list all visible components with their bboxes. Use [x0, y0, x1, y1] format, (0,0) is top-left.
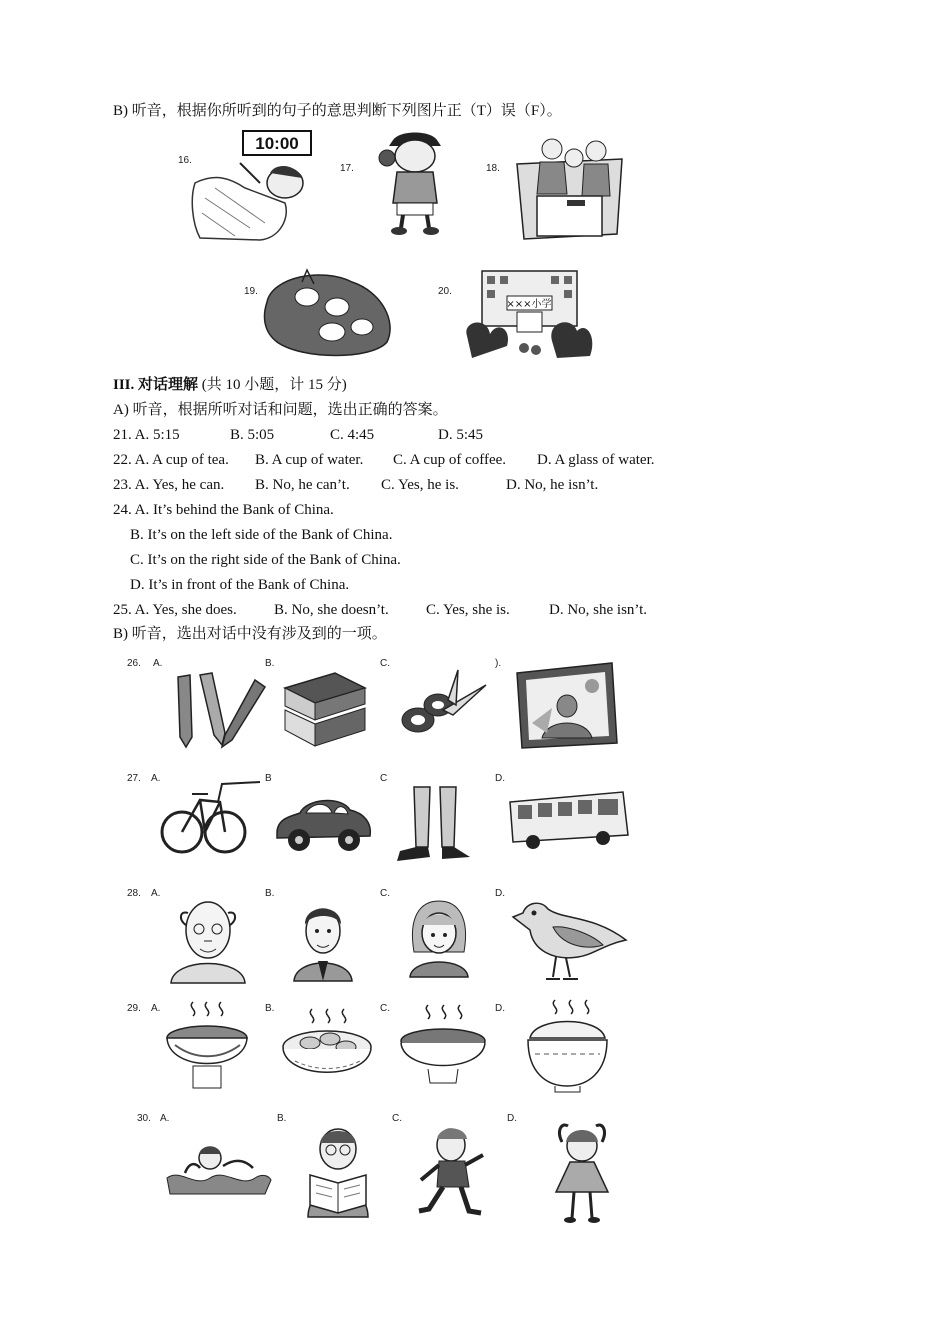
q22-b: B. A cup of water. — [255, 452, 364, 468]
school-building-icon — [462, 266, 597, 362]
row-29-b: B. — [265, 1003, 275, 1014]
row-29-a: A. — [151, 1003, 161, 1014]
row-29-d: D. — [495, 1003, 505, 1014]
row-26-a: A. — [153, 658, 163, 669]
grandpa-icon — [168, 895, 248, 985]
q25-a: 25. A. Yes, she does. — [113, 602, 237, 618]
soup-icon — [398, 1003, 488, 1093]
dancing-icon — [548, 1120, 616, 1225]
section-b2-heading: B) 听音，选出对话中没有涉及到的一项。 — [113, 626, 387, 642]
reading-icon — [298, 1125, 378, 1220]
q24-d: D. It’s in front of the Bank of China. — [130, 577, 350, 593]
row-30-a: A. — [160, 1113, 170, 1124]
row-29-c: C. — [380, 1003, 390, 1014]
rice-icon — [525, 998, 610, 1094]
noodles-icon — [165, 1000, 250, 1098]
q25-c: C. Yes, she is. — [426, 602, 510, 618]
school-sign: ×××小学 — [506, 299, 552, 310]
q22-a: 22. A. A cup of tea. — [113, 452, 229, 468]
q24-c: C. It’s on the right side of the Bank of China. — [130, 552, 401, 568]
item-20-number: 20. — [438, 286, 452, 297]
ducks-on-pond-icon — [262, 262, 397, 360]
q21-c: C. 4:45 — [330, 427, 375, 443]
row-26-number: 26. — [127, 658, 141, 669]
q24-a: 24. A. It’s behind the Bank of China. — [113, 502, 334, 518]
item-17-number: 17. — [340, 163, 354, 174]
q25-b: B. No, she doesn’t. — [274, 602, 389, 618]
girl-icon — [406, 897, 472, 979]
row-30-c: C. — [392, 1113, 402, 1124]
scissors-icon — [398, 665, 490, 745]
section-a-heading: A) 听音，根据所听对话和问题，选出正确的答案。 — [113, 402, 448, 418]
pencils-icon — [170, 665, 270, 750]
clock-time: 10:00 — [255, 134, 299, 153]
dumplings-icon — [280, 1005, 375, 1093]
row-27-c: C — [380, 773, 388, 784]
q21-a: 21. A. 5:15 — [113, 427, 180, 443]
section-b1-heading: B) 听音，根据你所听到的句子的意思判断下列图片正（T）误（F）。 — [113, 103, 562, 119]
row-28-d: D. — [495, 888, 505, 899]
q23-d: D. No, he isn’t. — [506, 477, 599, 493]
q21-b: B. 5:05 — [230, 427, 275, 443]
sleeping-boy-icon — [190, 128, 315, 246]
row-27-b: B — [265, 773, 272, 784]
bird-icon — [508, 895, 628, 987]
picture-icon — [512, 658, 622, 750]
item-19-number: 19. — [244, 286, 258, 297]
q23-a: 23. A. Yes, he can. — [113, 477, 225, 493]
legs-icon — [392, 785, 472, 867]
q22-c: C. A cup of coffee. — [393, 452, 507, 468]
row-30-number: 30. — [137, 1113, 151, 1124]
car-icon — [272, 788, 374, 856]
q24-b: B. It’s on the left side of the Bank of China. — [130, 527, 393, 543]
q22-d: D. A glass of water. — [537, 452, 655, 468]
row-27-d: D. — [495, 773, 505, 784]
row-26-b: B. — [265, 658, 275, 669]
q23-c: C. Yes, he is. — [381, 477, 459, 493]
row-28-number: 28. — [127, 888, 141, 899]
row-27-a: A. — [151, 773, 161, 784]
q23-b: B. No, he can’t. — [255, 477, 350, 493]
running-icon — [415, 1125, 487, 1220]
books-icon — [280, 668, 368, 750]
row-30-b: B. — [277, 1113, 287, 1124]
row-28-b: B. — [265, 888, 275, 899]
bus-icon — [508, 790, 630, 852]
q21-d: D. 5:45 — [438, 427, 483, 443]
man-icon — [292, 895, 354, 983]
bike-icon — [160, 772, 265, 864]
row-28-a: A. — [151, 888, 161, 899]
section-3-title — [113, 376, 347, 394]
boy-playing-table-tennis-icon — [375, 128, 455, 236]
swimming-icon — [165, 1138, 273, 1198]
section-3-title-rest: (共 10 小题，计 15 分) — [198, 377, 347, 393]
item-16-number: 16. — [178, 155, 192, 166]
family-watching-tv-icon — [512, 134, 627, 242]
row-30-d: D. — [507, 1113, 517, 1124]
row-26-c: C. — [380, 658, 390, 669]
row-29-number: 29. — [127, 1003, 141, 1014]
row-27-number: 27. — [127, 773, 141, 784]
q25-d: D. No, she isn’t. — [549, 602, 648, 618]
row-28-c: C. — [380, 888, 390, 899]
item-18-number: 18. — [486, 163, 500, 174]
row-26-d: ). — [495, 658, 502, 669]
section-3-title-bold: III. 对话理解 — [113, 377, 199, 393]
